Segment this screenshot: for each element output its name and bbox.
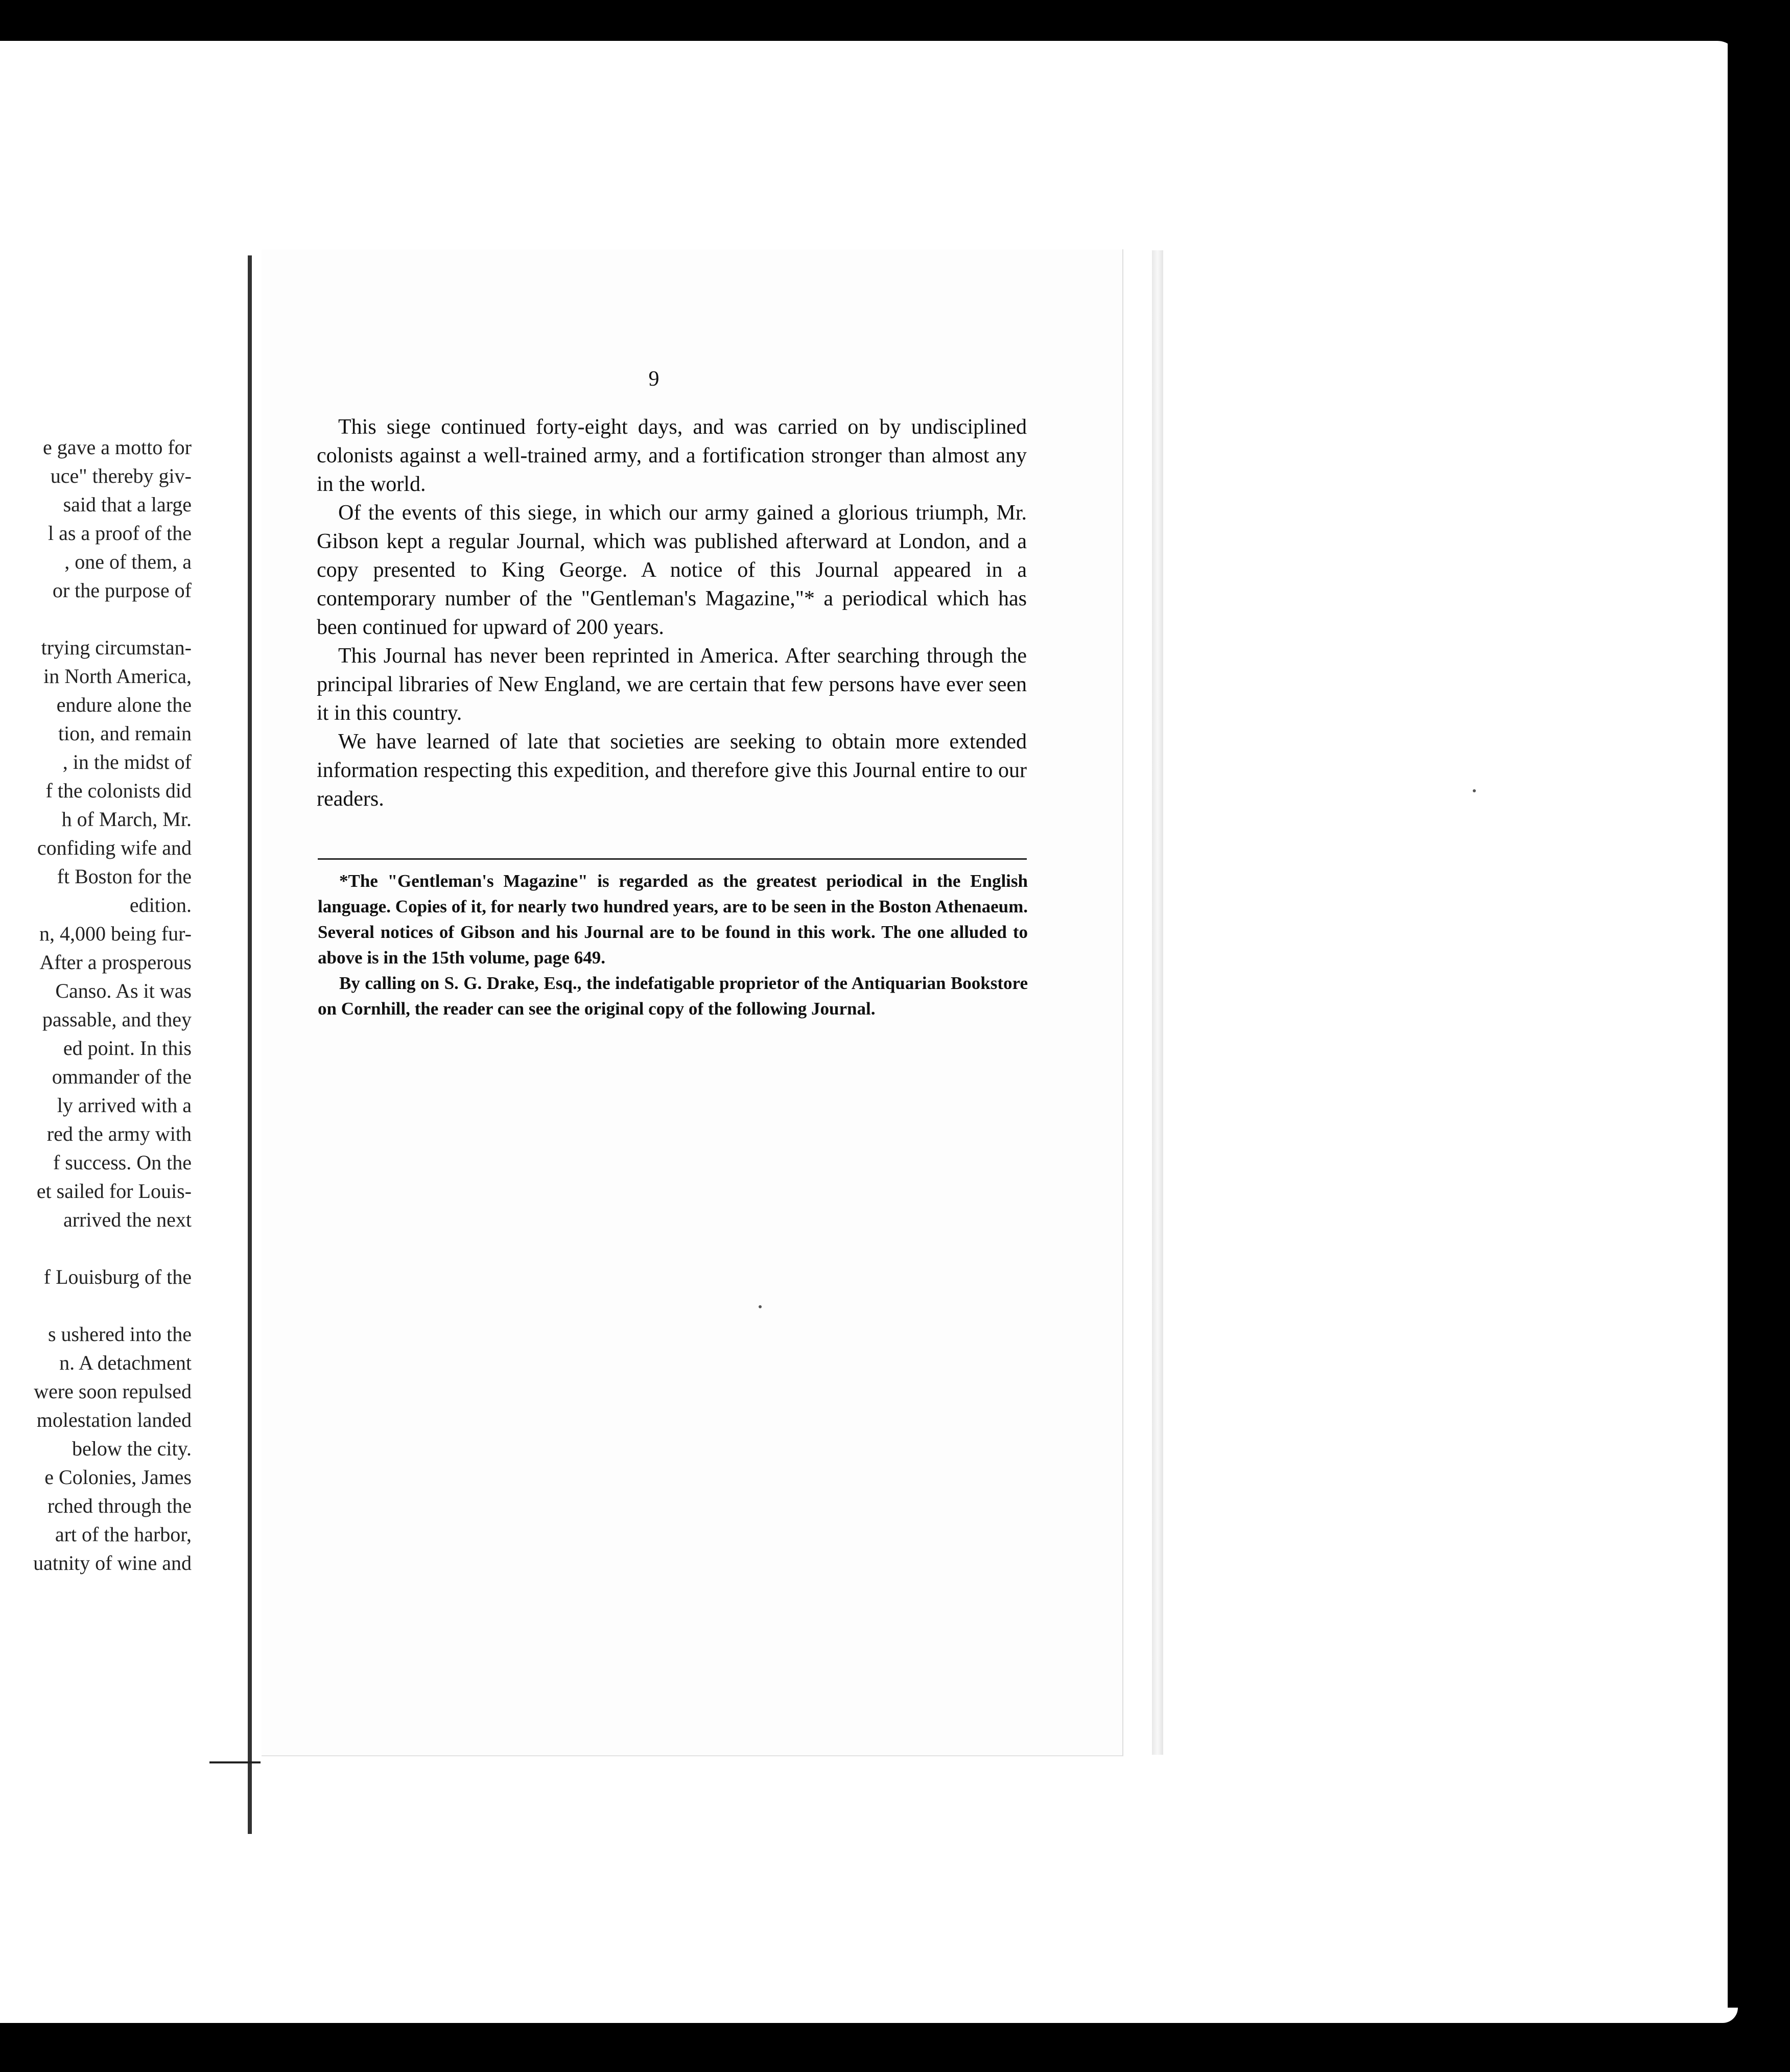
left-page-line: et sailed for Louis- bbox=[36, 1180, 192, 1203]
scan-border-top-curve bbox=[0, 41, 1738, 61]
scan-border-top bbox=[0, 0, 1790, 45]
left-page-line: n. A detachment bbox=[59, 1351, 192, 1374]
left-page-line: e gave a motto for bbox=[43, 436, 192, 459]
left-page-line: ed point. In this bbox=[63, 1037, 192, 1059]
left-page-line: said that a large bbox=[63, 493, 192, 516]
left-page-line: h of March, Mr. bbox=[61, 808, 192, 831]
left-page-line: uatnity of wine and bbox=[33, 1551, 192, 1574]
left-page-line: were soon repulsed bbox=[34, 1380, 192, 1403]
left-page-line: n, 4,000 being fur- bbox=[39, 922, 192, 945]
left-page-line: ft Boston for the bbox=[57, 865, 192, 888]
left-page-line: below the city. bbox=[72, 1437, 192, 1460]
body-text bbox=[317, 413, 1027, 813]
left-page-text bbox=[0, 433, 192, 1577]
left-page-gutter bbox=[248, 255, 252, 1834]
left-page-line: f Louisburg of the bbox=[43, 1265, 192, 1288]
scan-speck bbox=[759, 1305, 762, 1308]
left-page-bottom-rule bbox=[209, 1761, 261, 1763]
footnotes bbox=[318, 868, 1028, 1022]
left-page-line: , in the midst of bbox=[62, 750, 192, 773]
page-edge bbox=[1152, 250, 1163, 1755]
left-page-line: art of the harbor, bbox=[55, 1523, 192, 1546]
scan-speck bbox=[1473, 789, 1476, 792]
left-page-line: After a prosperous bbox=[39, 951, 192, 974]
left-page-line bbox=[0, 1234, 192, 1263]
left-page-line: e Colonies, James bbox=[44, 1466, 192, 1489]
left-page-line: passable, and they bbox=[42, 1008, 192, 1031]
left-page-line: arrived the next bbox=[63, 1208, 192, 1231]
left-page-line: or the purpose of bbox=[52, 579, 192, 602]
scan-border-right-curve bbox=[1728, 31, 1739, 2026]
scan-border-bottom-curve bbox=[0, 2008, 1738, 2023]
left-page-line: ly arrived with a bbox=[57, 1094, 192, 1117]
left-page-line: tion, and remain bbox=[58, 722, 192, 745]
left-page-line: f success. On the bbox=[53, 1151, 192, 1174]
left-page-line: confiding wife and bbox=[37, 836, 192, 859]
left-page-line: f the colonists did bbox=[45, 779, 192, 802]
left-page-line: red the army with bbox=[46, 1122, 192, 1145]
left-page-line: endure alone the bbox=[56, 693, 192, 716]
left-page-line bbox=[0, 605, 192, 633]
left-page-line: trying circumstan- bbox=[41, 636, 192, 659]
scan-border-bottom bbox=[0, 2020, 1790, 2072]
footnote: *The "Gentleman's Magazine" is regarded as the greatest periodical in the English language. Copies of it, for nearly two hundred years, are to be seen in the Boston Athenaeum. Several notices of Gibson and his Journal are to be found in this work. The one alluded to above is in the 15th volume, page 649. bbox=[318, 871, 1028, 968]
paragraph: We have learned of late that societies are seeking to obtain more extended information respecting this expedition, and therefore give this Journal entire to our readers. bbox=[317, 730, 1027, 811]
left-page-line: uce" thereby giv- bbox=[50, 464, 192, 487]
left-page-line: rched through the bbox=[47, 1494, 192, 1517]
paragraph: This Journal has never been reprinted in America. After searching through the principal libraries of New England, we are certain that few persons have ever seen it in this country. bbox=[317, 644, 1027, 725]
left-page-line: l as a proof of the bbox=[48, 522, 192, 545]
footnote-rule bbox=[318, 858, 1027, 860]
paragraph: Of the events of this siege, in which our army gained a glorious triumph, Mr. Gibson kept a regular Journal, which was published afterward at London, and a copy presented to King George. A notice of this Journal appeared in a contemporary number of the "Gentleman's Magazine,"* a periodical which has been continued for upward of 200 years. bbox=[317, 501, 1027, 639]
page-number: 9 bbox=[648, 367, 660, 391]
left-page-line: s ushered into the bbox=[48, 1323, 192, 1346]
footnote: By calling on S. G. Drake, Esq., the indefatigable proprietor of the Antiquarian Bookstore on Cornhill, the reader can see the original copy of the following Journal. bbox=[318, 973, 1028, 1019]
left-page-line: edition. bbox=[129, 893, 192, 916]
left-page-line: in North America, bbox=[43, 665, 192, 688]
left-page-line: Canso. As it was bbox=[55, 979, 192, 1002]
paragraph: This siege continued forty-eight days, and was carried on by undisciplined colonists against a well-trained army, and a fortification stronger than almost any in the world. bbox=[317, 415, 1027, 496]
left-page-line: , one of them, a bbox=[64, 550, 192, 573]
left-page-line: ommander of the bbox=[52, 1065, 192, 1088]
left-page-line bbox=[0, 1291, 192, 1320]
scan-border-right bbox=[1738, 0, 1790, 2072]
left-page-line: molestation landed bbox=[36, 1408, 192, 1431]
